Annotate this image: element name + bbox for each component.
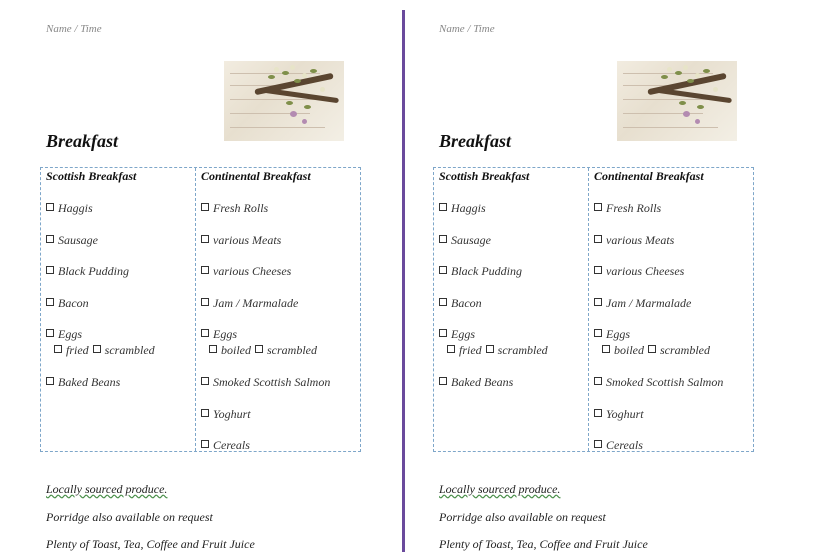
- continental-column-title: Continental Breakfast: [594, 169, 704, 183]
- checkbox-icon[interactable]: [447, 345, 455, 353]
- checkbox-icon[interactable]: [255, 345, 263, 353]
- menu-item-label: Sausage: [58, 232, 98, 247]
- checkbox-icon[interactable]: [54, 345, 62, 353]
- menu-item: [201, 263, 362, 295]
- menu-item-label: Yoghurt: [213, 406, 251, 421]
- checkbox-icon[interactable]: [594, 203, 602, 211]
- menu-item: [46, 326, 195, 374]
- flower-twig-photo: [617, 61, 737, 141]
- menu-item: [46, 295, 195, 327]
- menu-item: [439, 295, 588, 327]
- menu-item: [594, 232, 755, 264]
- menu-item-label: Haggis: [451, 201, 486, 215]
- menu-item: [439, 200, 588, 232]
- checkbox-icon[interactable]: [46, 235, 54, 243]
- note-toast-tea: Plenty of Toast, Tea, Coffee and Fruit Juice: [46, 537, 255, 551]
- note-toast-tea: Plenty of Toast, Tea, Coffee and Fruit Juice: [439, 537, 648, 551]
- checkbox-icon[interactable]: [201, 440, 209, 448]
- menu-card-right: [431, 0, 761, 560]
- checkbox-icon[interactable]: [209, 345, 217, 353]
- checkbox-icon[interactable]: [46, 203, 54, 211]
- note-local-produce: Locally sourced produce.: [46, 482, 168, 496]
- name-time-label: Name / Time: [439, 23, 495, 35]
- menu-item-label: various Meats: [213, 232, 282, 247]
- menu-item-label: Yoghurt: [606, 406, 644, 421]
- egg-options: [594, 342, 755, 358]
- checkbox-icon[interactable]: [439, 329, 447, 337]
- menu-item-label: Jam / Marmalade: [606, 295, 692, 310]
- note-local-produce: Locally sourced produce.: [439, 482, 561, 496]
- menu-item: [201, 200, 362, 232]
- menu-item-label: Black Pudding: [451, 264, 522, 279]
- menu-item-label: Black Pudding: [58, 264, 129, 279]
- checkbox-icon[interactable]: [201, 266, 209, 274]
- menu-item: [594, 263, 755, 295]
- menu-item-label: Bacon: [451, 295, 482, 310]
- checkbox-icon[interactable]: [201, 377, 209, 385]
- egg-options: [46, 342, 195, 358]
- egg-option-label: fried: [66, 343, 89, 358]
- menu-item-label: Baked Beans: [58, 374, 121, 389]
- checkbox-icon[interactable]: [439, 298, 447, 306]
- egg-option-label: boiled: [221, 343, 251, 358]
- flower-twig-photo: [224, 61, 344, 141]
- scottish-column-title: Scottish Breakfast: [46, 169, 137, 183]
- menu-table: [40, 167, 361, 452]
- menu-item: [439, 232, 588, 264]
- egg-option-label: fried: [459, 343, 482, 358]
- menu-item-label: Eggs: [451, 327, 475, 342]
- menu-item-label: Jam / Marmalade: [213, 295, 299, 310]
- menu-item-label: Eggs: [58, 327, 82, 342]
- menu-heading: Breakfast: [439, 131, 511, 151]
- checkbox-icon[interactable]: [594, 235, 602, 243]
- egg-option-label: scrambled: [660, 343, 710, 358]
- menu-item: [201, 437, 362, 469]
- checkbox-icon[interactable]: [594, 377, 602, 385]
- menu-item-label: Cereals: [606, 438, 643, 453]
- menu-item: [594, 406, 755, 438]
- checkbox-icon[interactable]: [201, 298, 209, 306]
- menu-item: [46, 200, 195, 232]
- menu-item-label: various Meats: [606, 232, 675, 247]
- menu-item: [201, 326, 362, 374]
- menu-item: [201, 406, 362, 438]
- menu-item-label: Baked Beans: [451, 374, 514, 389]
- menu-item-label: Smoked Scottish Salmon: [606, 374, 724, 389]
- checkbox-icon[interactable]: [201, 203, 209, 211]
- continental-column-title: Continental Breakfast: [201, 169, 311, 183]
- menu-item: [201, 232, 362, 264]
- menu-item: [46, 374, 195, 406]
- scottish-column-title: Scottish Breakfast: [439, 169, 530, 183]
- checkbox-icon[interactable]: [594, 440, 602, 448]
- menu-item: [594, 295, 755, 327]
- menu-item: [201, 295, 362, 327]
- checkbox-icon[interactable]: [594, 409, 602, 417]
- menu-item: [594, 374, 755, 406]
- checkbox-icon[interactable]: [46, 298, 54, 306]
- menu-item: [46, 232, 195, 264]
- continental-column: [589, 168, 755, 451]
- egg-option-label: boiled: [614, 343, 644, 358]
- checkbox-icon[interactable]: [594, 329, 602, 337]
- checkbox-icon[interactable]: [594, 298, 602, 306]
- checkbox-icon[interactable]: [93, 345, 101, 353]
- menu-item: [594, 200, 755, 232]
- menu-item-label: Eggs: [606, 327, 630, 342]
- menu-item: [439, 374, 588, 406]
- scottish-column: [434, 168, 589, 451]
- menu-item-label: Cereals: [213, 438, 250, 453]
- scottish-column: [41, 168, 196, 451]
- menu-item-label: Haggis: [58, 201, 93, 215]
- menu-item: [201, 374, 362, 406]
- egg-options: [201, 342, 362, 358]
- menu-item-label: Fresh Rolls: [606, 201, 662, 215]
- menu-item-label: various Cheeses: [606, 264, 685, 279]
- menu-item-label: Sausage: [451, 232, 491, 247]
- checkbox-icon[interactable]: [46, 266, 54, 274]
- checkbox-icon[interactable]: [594, 266, 602, 274]
- menu-item-label: Eggs: [213, 327, 237, 342]
- note-porridge: Porridge also available on request: [46, 510, 213, 524]
- menu-item: [594, 437, 755, 469]
- checkbox-icon[interactable]: [648, 345, 656, 353]
- menu-item-label: Fresh Rolls: [213, 201, 269, 215]
- menu-item: [594, 326, 755, 374]
- continental-column: [196, 168, 362, 451]
- checkbox-icon[interactable]: [46, 377, 54, 385]
- checkbox-icon[interactable]: [486, 345, 494, 353]
- checkbox-icon[interactable]: [439, 235, 447, 243]
- checkbox-icon[interactable]: [439, 377, 447, 385]
- page-divider: [402, 10, 405, 552]
- menu-item-label: Smoked Scottish Salmon: [213, 374, 331, 389]
- note-porridge: Porridge also available on request: [439, 510, 606, 524]
- menu-heading: Breakfast: [46, 131, 118, 151]
- checkbox-icon[interactable]: [602, 345, 610, 353]
- menu-item: [46, 263, 195, 295]
- menu-item: [439, 326, 588, 374]
- egg-option-label: scrambled: [104, 343, 155, 358]
- name-time-label: Name / Time: [46, 23, 102, 35]
- menu-item-label: various Cheeses: [213, 264, 292, 279]
- egg-option-label: scrambled: [267, 343, 317, 358]
- checkbox-icon[interactable]: [439, 203, 447, 211]
- egg-option-label: scrambled: [497, 343, 548, 358]
- checkbox-icon[interactable]: [201, 329, 209, 337]
- menu-table: [433, 167, 754, 452]
- checkbox-icon[interactable]: [46, 329, 54, 337]
- egg-options: [439, 342, 588, 358]
- checkbox-icon[interactable]: [201, 235, 209, 243]
- checkbox-icon[interactable]: [201, 409, 209, 417]
- menu-card-left: [38, 0, 368, 560]
- checkbox-icon[interactable]: [439, 266, 447, 274]
- menu-item-label: Bacon: [58, 295, 89, 310]
- menu-item: [439, 263, 588, 295]
